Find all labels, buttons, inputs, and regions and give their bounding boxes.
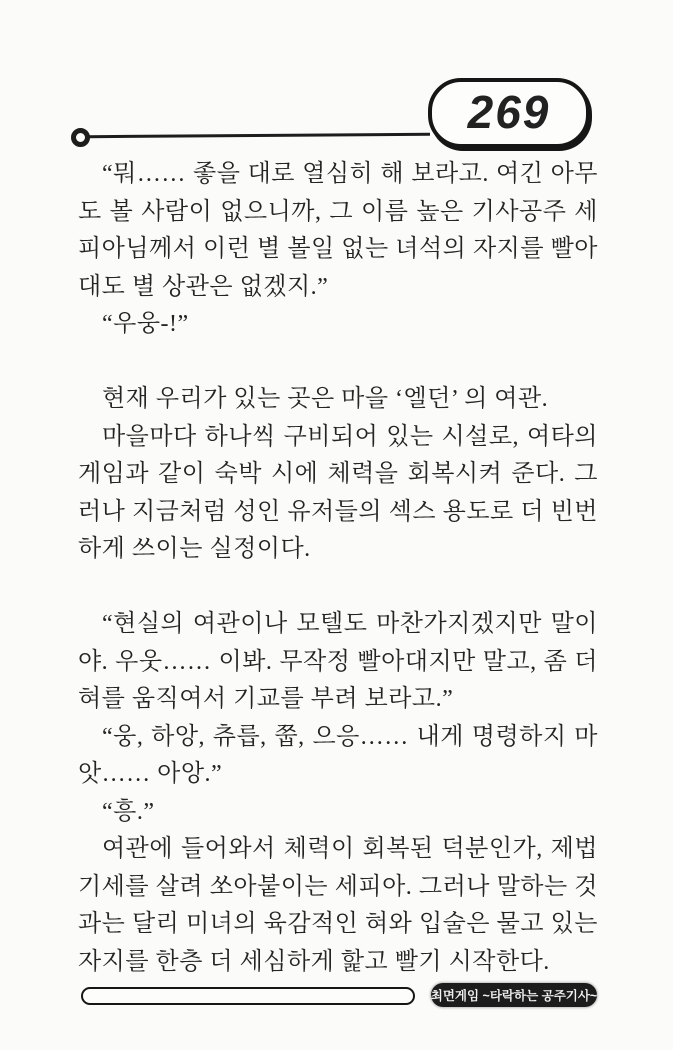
paragraph: 현재 우리가 있는 곳은 마을 ‘엘던’ 의 여관. <box>102 386 549 412</box>
paragraph: “우웅-!” <box>102 311 189 337</box>
header-rule-line <box>88 133 430 138</box>
page-number: 269 <box>467 86 551 138</box>
paragraph: “현실의 여관이나 모텔도 마찬가지겠지만 말이야. 우웃…… 이봐. 무작정 빨아대지만 말고, 좀 더 혀를 움직여서 기교를 부려 보라고.” <box>78 611 598 712</box>
paragraph: 여관에 들어와서 체력이 회복된 덕분인가, 제법 기세를 살려 쏘아붙이는 세피아. 그러나 말하는 것과는 달리 미녀의 육감적인 혀와 입술은 물고 있는 자지를 한층 더 세심하게 핥고 빨기 시작한다. <box>78 836 598 975</box>
paragraph: 마을마다 하나씩 구비되어 있는 시설로, 여타의 게임과 같이 숙박 시에 체력을 회복시켜 준다. 그러나 지금처럼 성인 유저들의 섹스 용도로 더 빈번하게 쓰이는 실정이다. <box>78 423 598 562</box>
paragraph: “흥.” <box>102 798 155 825</box>
paragraph: “웅, 하앙, 츄릅, 쭙, 으응…… 내게 명령하지 마앗…… 아앙.” <box>78 723 598 787</box>
footer-rule-pill <box>81 987 415 1005</box>
page-number-badge <box>428 78 590 148</box>
series-title: 최면게임 ~타락하는 공주기사~ <box>430 989 598 1003</box>
paragraph: “뭐…… 좋을 대로 열심히 해 보라고. 여긴 아무도 볼 사람이 없으니까, 그 이름 높은 기사공주 세피아님께서 이런 별 볼일 없는 녀석의 자지를 빨아대도 별 상관은 없겠지.” <box>78 161 598 300</box>
series-title-badge <box>431 983 597 1007</box>
text-body <box>78 156 598 981</box>
